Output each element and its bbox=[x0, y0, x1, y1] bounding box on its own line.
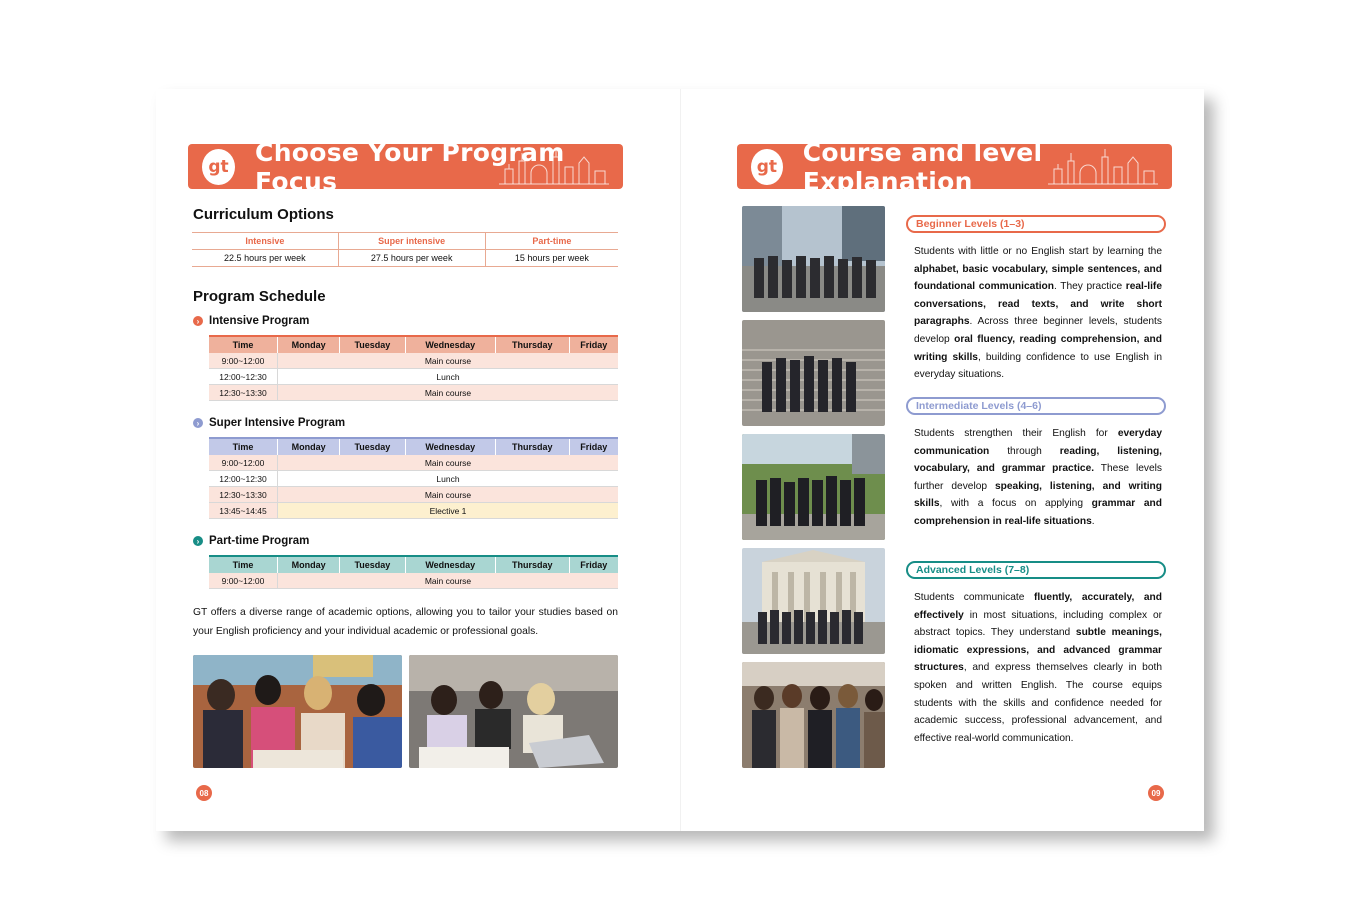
header-tuesday: Tuesday bbox=[340, 556, 405, 573]
program-description: GT offers a diverse range of academic options, allowing you to tailor your studies based on your English proficiency and your individual academic or professional goals. bbox=[193, 607, 618, 637]
right-banner-title: Course and level Explanation bbox=[802, 137, 1043, 196]
advanced-levels-text bbox=[914, 589, 1162, 747]
intensive-program-title bbox=[193, 315, 309, 327]
time-cell: 12:30~13:30 bbox=[209, 385, 278, 401]
group-photo-park bbox=[742, 434, 885, 540]
curriculum-table bbox=[192, 232, 618, 267]
page-number-right: 09 bbox=[1148, 785, 1164, 801]
header-time: Time bbox=[232, 560, 254, 570]
intermediate-levels-text bbox=[914, 425, 1162, 531]
activity-cell: Main course bbox=[278, 487, 619, 503]
page-number-left: 08 bbox=[196, 785, 212, 801]
text-segment: These levels further develop bbox=[914, 463, 1162, 492]
bold-text-segment: reading, listening, vocabulary, and grammar practice. bbox=[914, 445, 1162, 475]
group-photo-riverwalk bbox=[742, 206, 885, 312]
header-friday: Friday bbox=[569, 556, 618, 573]
time-cell: 13:45~14:45 bbox=[209, 503, 278, 519]
table-row bbox=[209, 455, 618, 471]
bold-text-segment: real-life conversations, read texts, and write short paragraphs bbox=[914, 281, 1162, 328]
table-row bbox=[209, 503, 618, 519]
chevron-right-icon: › bbox=[193, 418, 203, 428]
header-friday: Friday bbox=[569, 438, 618, 455]
table-row bbox=[209, 369, 618, 385]
activity-cell: Lunch bbox=[278, 369, 619, 385]
bold-text-segment: subtle meanings, idiomatic expressions, and advanced grammar structures bbox=[914, 627, 1163, 674]
right-banner bbox=[737, 137, 1172, 196]
text-segment: . Across three beginner levels, students develop bbox=[914, 316, 1162, 345]
super-intensive-program-title bbox=[193, 417, 345, 429]
group-photo-stairs bbox=[742, 320, 885, 426]
left-banner-title: Choose Your Program Focus bbox=[255, 137, 565, 196]
activity-cell: Lunch bbox=[278, 471, 619, 487]
time-cell: 12:30~13:30 bbox=[209, 487, 278, 503]
text-segment: , and express themselves clearly in both spoken and written English. The course equips students with the skills and confidence needed for academic success, professional advancement, and effective real-world communication. bbox=[914, 662, 1162, 744]
time-cell: 12:00~12:30 bbox=[209, 471, 278, 487]
curriculum-heading: Curriculum Options bbox=[193, 206, 334, 223]
table-row bbox=[209, 471, 618, 487]
activity-cell: Main course bbox=[278, 385, 619, 401]
bold-text-segment: speaking, listening, and writing skills bbox=[914, 480, 1162, 510]
text-segment: Students communicate bbox=[914, 592, 1034, 603]
chevron-right-icon: › bbox=[193, 316, 203, 326]
text-segment: . They practice bbox=[1054, 281, 1126, 293]
text-segment: through bbox=[989, 445, 1060, 457]
super-intensive-schedule-table bbox=[209, 437, 618, 519]
table-row bbox=[209, 573, 618, 589]
time-cell: 9:00~12:00 bbox=[209, 573, 278, 589]
activity-cell: Main course bbox=[278, 455, 619, 471]
curriculum-col-intensive: Intensive bbox=[192, 233, 338, 250]
city-skyline-icon bbox=[1048, 147, 1158, 185]
group-photo-museum bbox=[742, 548, 885, 654]
time-cell: 9:00~12:00 bbox=[209, 455, 278, 471]
header-monday: Monday bbox=[278, 438, 340, 455]
header-wednesday: Wednesday bbox=[405, 336, 495, 353]
gt-logo-icon: gt bbox=[202, 149, 235, 185]
curriculum-col-part-time: Part-time bbox=[485, 233, 618, 250]
curriculum-hours-super-intensive: 27.5 hours per week bbox=[338, 250, 485, 267]
text-segment: , with a focus on applying bbox=[939, 498, 1092, 510]
activity-cell: Main course bbox=[278, 573, 619, 589]
curriculum-hours-part-time: 15 hours per week bbox=[485, 250, 618, 267]
header-monday: Monday bbox=[278, 556, 340, 573]
students-group-photo bbox=[193, 655, 402, 768]
curriculum-hours-intensive: 22.5 hours per week bbox=[192, 250, 338, 267]
bold-text-segment: everyday communication bbox=[914, 428, 1162, 457]
header-tuesday: Tuesday bbox=[340, 336, 405, 353]
advanced-levels-badge: Advanced Levels (7–8) bbox=[906, 561, 1166, 579]
left-banner bbox=[188, 137, 623, 196]
schedule-heading: Program Schedule bbox=[193, 288, 326, 305]
group-photo-indoor bbox=[742, 662, 885, 768]
bold-text-segment: grammar and comprehension in real-life situations bbox=[914, 498, 1163, 527]
header-thursday: Thursday bbox=[495, 438, 569, 455]
part-time-program-label: Part-time Program bbox=[209, 535, 310, 547]
text-segment: . bbox=[1091, 515, 1095, 527]
intensive-program-label: Intensive Program bbox=[209, 315, 310, 327]
table-row bbox=[209, 385, 618, 401]
activity-cell: Elective 1 bbox=[278, 503, 619, 519]
header-wednesday: Wednesday bbox=[405, 438, 495, 455]
bold-text-segment: fluently, accurately, and effectively bbox=[914, 592, 1162, 621]
header-time: Time bbox=[232, 442, 254, 452]
beginner-levels-text bbox=[914, 243, 1162, 384]
curriculum-col-super-intensive: Super intensive bbox=[338, 233, 485, 250]
intensive-schedule-table bbox=[209, 335, 618, 401]
bold-text-segment: alphabet, basic vocabulary, simple sentences, and foundational communication bbox=[914, 263, 1162, 293]
bold-text-segment: oral fluency, reading comprehension, and writing skills bbox=[914, 333, 1162, 363]
beginner-levels-badge: Beginner Levels (1–3) bbox=[906, 215, 1166, 233]
super-intensive-program-label: Super Intensive Program bbox=[209, 417, 346, 429]
part-time-schedule-table bbox=[209, 555, 618, 589]
students-laptop-photo bbox=[409, 655, 618, 768]
header-friday: Friday bbox=[569, 336, 618, 353]
header-monday: Monday bbox=[278, 336, 340, 353]
part-time-program-title bbox=[193, 535, 309, 547]
intermediate-levels-badge: Intermediate Levels (4–6) bbox=[906, 397, 1166, 415]
text-segment: in most situations, including complex or abstract topics. They understand bbox=[914, 609, 1162, 639]
text-segment: Students strengthen their English for bbox=[914, 428, 1118, 439]
time-cell: 9:00~12:00 bbox=[209, 353, 278, 369]
header-thursday: Thursday bbox=[495, 336, 569, 353]
table-row bbox=[209, 487, 618, 503]
header-time: Time bbox=[232, 340, 254, 350]
text-segment: , building confidence to use English in everyday situations. bbox=[914, 351, 1162, 381]
gt-logo-icon: gt bbox=[751, 149, 783, 185]
chevron-right-icon: › bbox=[193, 536, 203, 546]
time-cell: 12:00~12:30 bbox=[209, 369, 278, 385]
page-fold bbox=[680, 89, 681, 831]
header-wednesday: Wednesday bbox=[405, 556, 495, 573]
text-segment: Students with little or no English start by learning the bbox=[914, 246, 1162, 257]
header-thursday: Thursday bbox=[495, 556, 569, 573]
activity-cell: Main course bbox=[278, 353, 619, 369]
table-row bbox=[209, 353, 618, 369]
city-skyline-icon bbox=[499, 147, 609, 185]
header-tuesday: Tuesday bbox=[340, 438, 405, 455]
